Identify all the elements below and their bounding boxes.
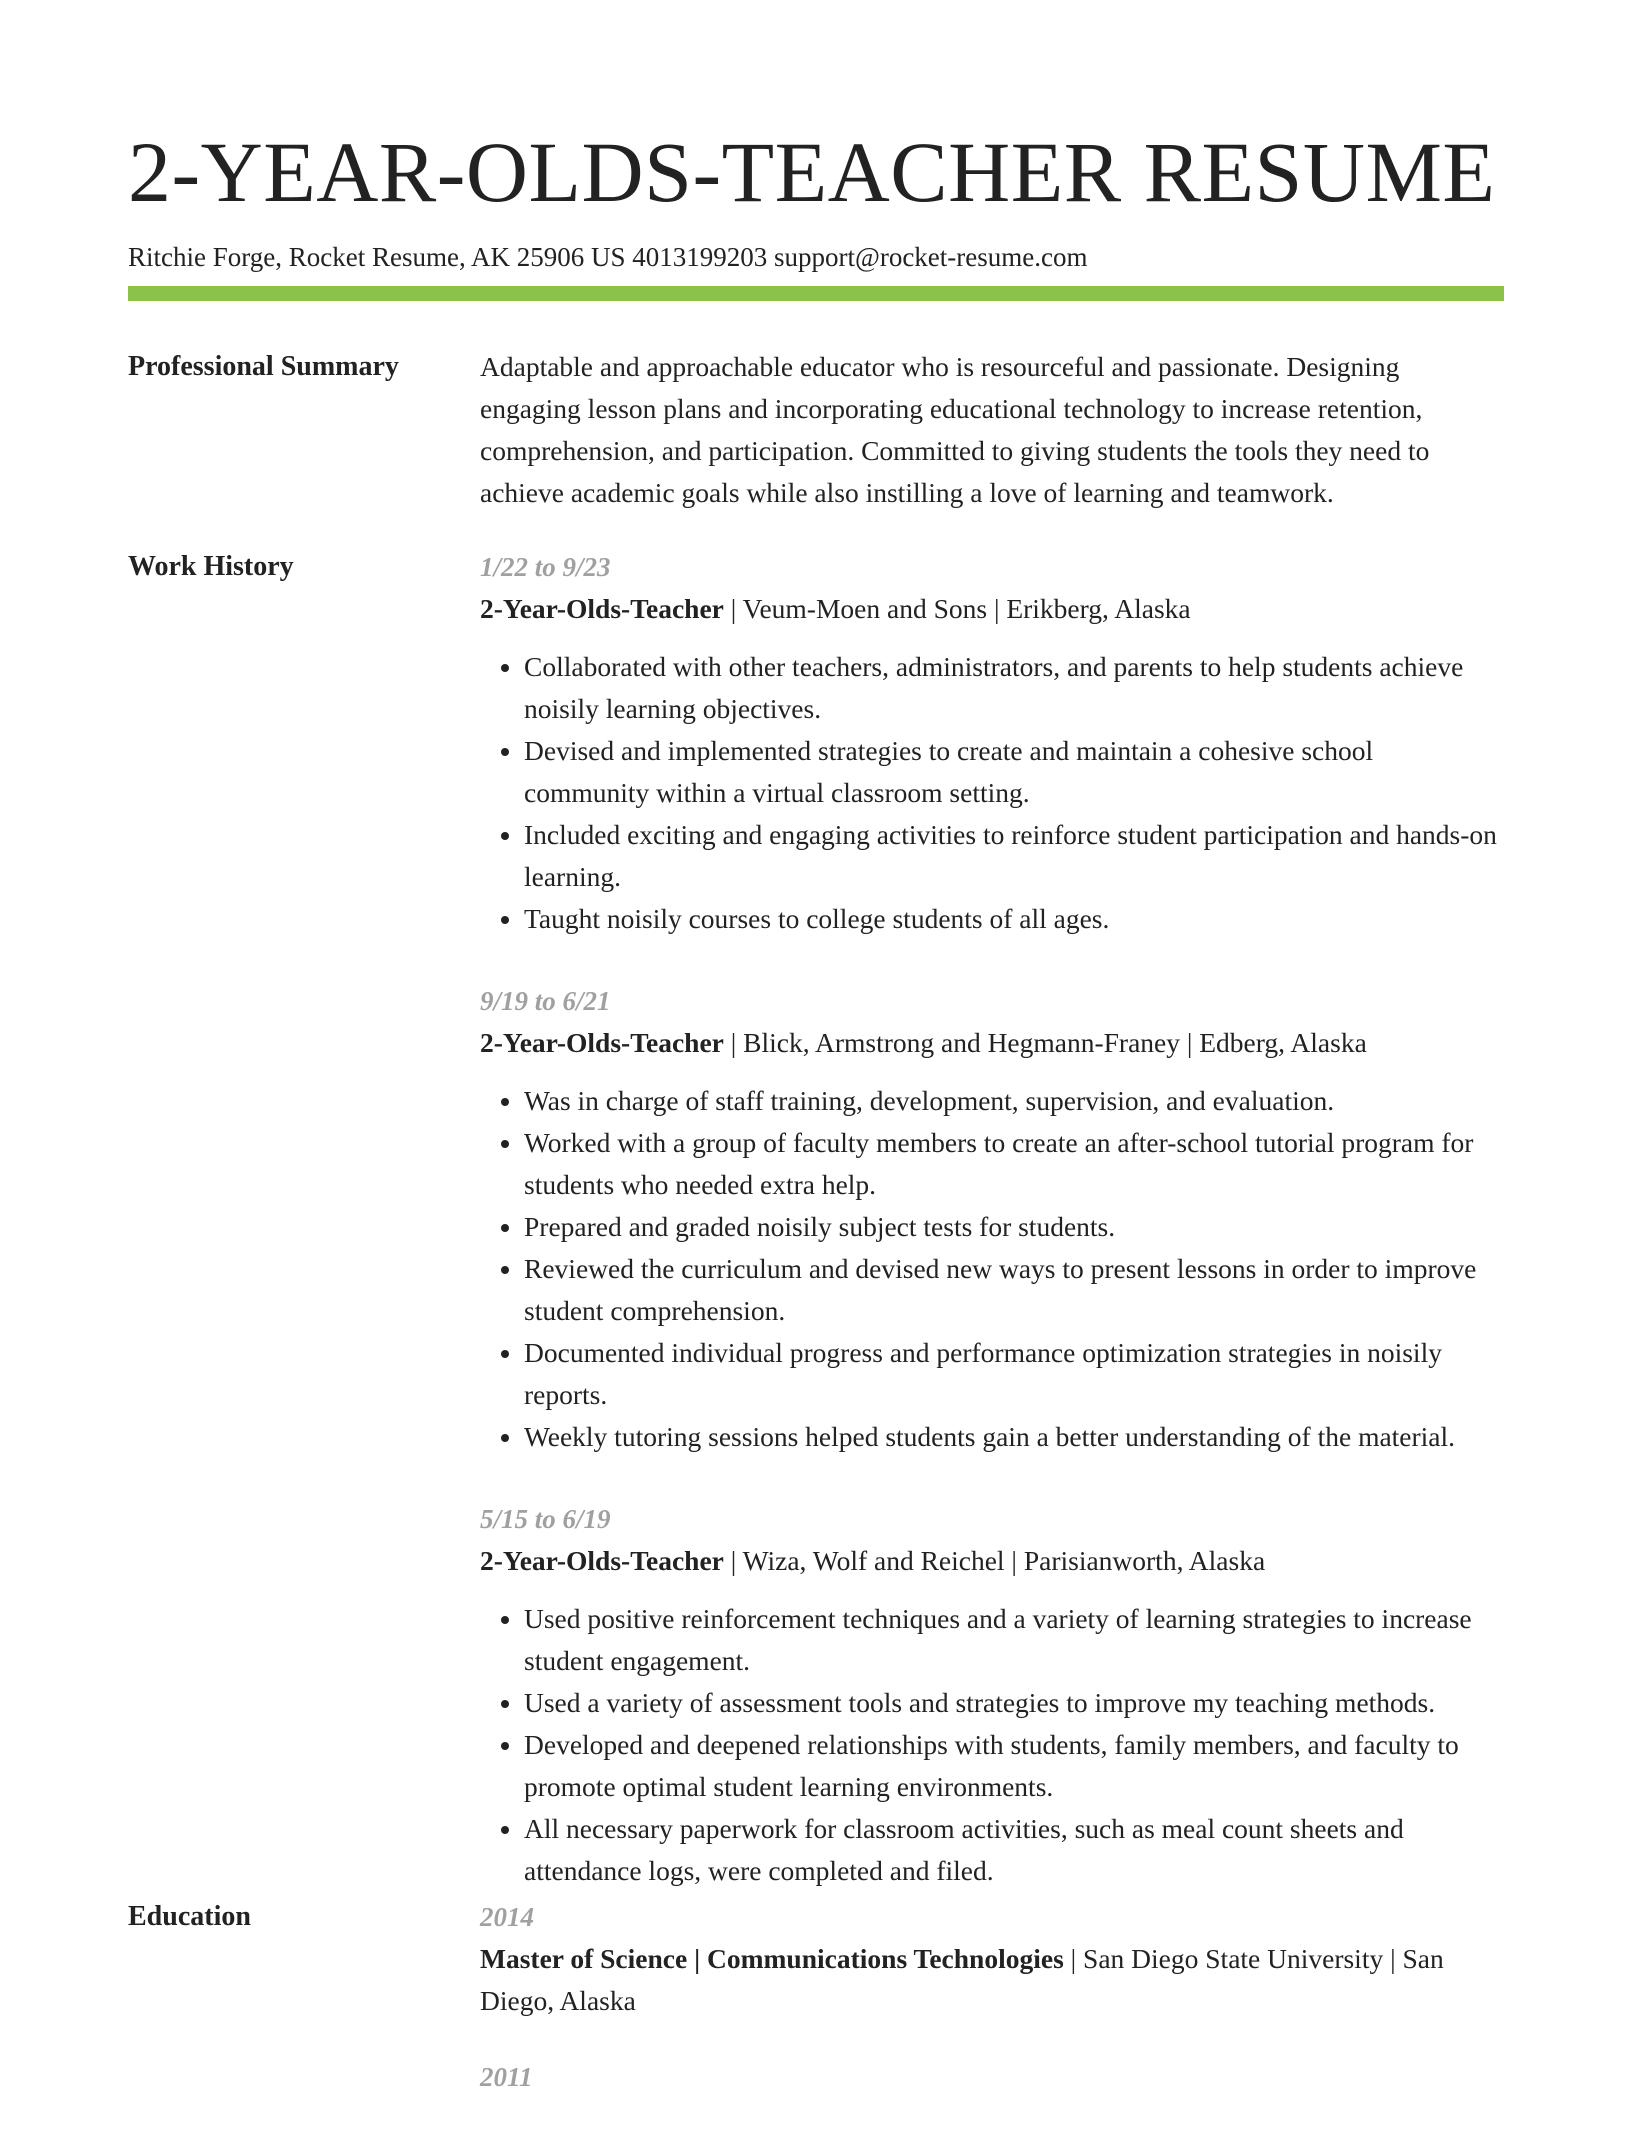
job-bullet: • Devised and implemented strategies to create and maintain a cohesive school community within a virtual classroom setting. — [524, 730, 1504, 814]
job-bullets — [480, 1598, 1504, 1892]
job-heading — [480, 1540, 1504, 1582]
job-bullet: • Developed and deepened relationships with students, family members, and faculty to promote optimal student learning environments. — [524, 1724, 1504, 1808]
job-entry — [480, 1498, 1504, 1892]
education-degree: Master of Science | Communications Technologies — [480, 1943, 1064, 1974]
job-heading — [480, 1022, 1504, 1064]
job-dates: 1/22 to 9/23 — [480, 552, 611, 582]
job-bullets — [480, 1080, 1504, 1458]
summary-text: Adaptable and approachable educator who is resourceful and passionate. Designing engaging lesson plans and incorporating educational technology to increase retention, comprehension, and participation. Committed to giving students the tools they need to achieve academic goals while also instilling a love of learning and teamwork. — [480, 351, 1430, 508]
resume-title: 2-YEAR-OLDS-TEACHER RESUME — [128, 124, 1496, 220]
education-entry — [480, 1896, 1504, 2022]
job-bullet: • Reviewed the curriculum and devised new ways to present lessons in order to improve student comprehension. — [524, 1248, 1504, 1332]
job-bullet: • Prepared and graded noisily subject tests for students. — [524, 1206, 1504, 1248]
job-employer-location: | Veum-Moen and Sons | Erikberg, Alaska — [723, 593, 1191, 624]
job-title: 2-Year-Olds-Teacher — [480, 1545, 724, 1576]
job-title: 2-Year-Olds-Teacher — [480, 1027, 724, 1058]
work-history-body — [480, 546, 1504, 1932]
job-entry — [480, 546, 1504, 940]
job-bullet: • Taught noisily courses to college students of all ages. — [524, 898, 1504, 940]
job-bullet: • Documented individual progress and performance optimization strategies in noisily reports. — [524, 1332, 1504, 1416]
job-bullet: • Collaborated with other teachers, administrators, and parents to help students achieve noisily learning objectives. — [524, 646, 1504, 730]
job-bullets — [480, 646, 1504, 940]
education-year: 2011 — [480, 2062, 533, 2092]
job-dates: 9/19 to 6/21 — [480, 986, 611, 1016]
job-employer-location: | Blick, Armstrong and Hegmann-Franey | Edberg, Alaska — [723, 1027, 1367, 1058]
job-bullet: • Worked with a group of faculty members to create an after-school tutorial program for students who needed extra help. — [524, 1122, 1504, 1206]
job-bullet: • Weekly tutoring sessions helped students gain a better understanding of the material. — [524, 1416, 1504, 1458]
summary-body — [480, 346, 1504, 514]
education-year: 2014 — [480, 1902, 534, 1932]
job-bullet: • Used positive reinforcement techniques and a variety of learning strategies to increase student engagement. — [524, 1598, 1504, 1682]
job-heading — [480, 588, 1504, 630]
job-bullet: • All necessary paperwork for classroom activities, such as meal count sheets and attendance logs, were completed and filed. — [524, 1808, 1504, 1892]
accent-divider — [128, 286, 1504, 301]
education-body — [480, 1896, 1504, 2132]
section-label-education: Education — [128, 1901, 251, 1932]
job-bullet: • Used a variety of assessment tools and strategies to improve my teaching methods. — [524, 1682, 1504, 1724]
job-entry — [480, 980, 1504, 1458]
contact-line: Ritchie Forge, Rocket Resume, AK 25906 US 4013199203 support@rocket-resume.com — [128, 242, 1088, 272]
job-employer-location: | Wiza, Wolf and Reichel | Parisianworth, Alaska — [723, 1545, 1266, 1576]
job-bullet: • Included exciting and engaging activities to reinforce student participation and hands-on learning. — [524, 814, 1504, 898]
job-title: 2-Year-Olds-Teacher — [480, 593, 724, 624]
section-label-work-history: Work History — [128, 551, 294, 582]
education-heading — [480, 1938, 1504, 2022]
section-label-summary: Professional Summary — [128, 351, 399, 382]
education-school-location: | San Diego State University | San Diego, Alaska — [480, 1943, 1444, 2016]
education-entry — [480, 2056, 1504, 2098]
job-dates: 5/15 to 6/19 — [480, 1504, 611, 1534]
resume-header — [128, 122, 1504, 274]
job-bullet: • Was in charge of staff training, development, supervision, and evaluation. — [524, 1080, 1504, 1122]
